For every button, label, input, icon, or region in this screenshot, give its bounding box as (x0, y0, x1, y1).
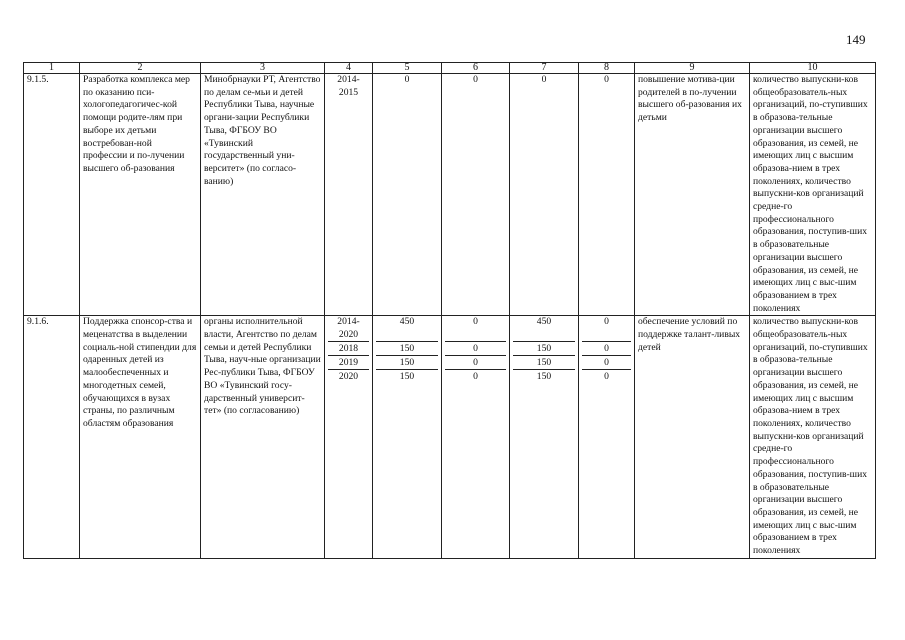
measure-cell: Разработка комплекса мер по оказанию пси-хологопедагогичес-кой помощи родите-лям при выборе их детьми востребован-ной профессии и по-лучении высшего об-разования (80, 74, 201, 316)
executors-cell: органы исполнительной власти, Агентство по делам семьи и детей Республики Тыва, науч-ные организации Рес-публики Тыва, ФГБОУ ВО «Тувинский госу-дарственный университ-тет» (по согласованию) (201, 316, 325, 558)
value-subcell: 150 (376, 369, 438, 383)
value-cell: 0 (579, 74, 635, 316)
table-row (24, 316, 876, 558)
period-subcell: 2018 (328, 341, 369, 355)
value-cell: 0 (510, 74, 579, 316)
column-header: 10 (750, 63, 876, 74)
column-number-row (24, 63, 876, 74)
value-subcell: 0 (445, 341, 506, 355)
period-cell (325, 316, 373, 558)
value-subcell: 0 (582, 355, 631, 369)
period-cell: 2014-2015 (325, 74, 373, 316)
page-number: 149 (846, 32, 866, 47)
result-cell: обеспечение условий по поддержке талант-ливых детей (635, 316, 750, 558)
period-subcell: 2019 (328, 355, 369, 369)
column-header: 5 (373, 63, 442, 74)
value-subcell: 150 (513, 341, 575, 355)
value-subcell: 0 (582, 341, 631, 355)
value-subcell: 450 (399, 316, 415, 328)
row-id: 9.1.6. (24, 316, 80, 558)
value-cell (579, 316, 635, 558)
column-header: 6 (442, 63, 510, 74)
indicator-cell: количество выпускни-ков общеобразователь-ных организаций, по-ступивших в образова-тельные организации высшего образования, из семей, не имеющих лиц с высшим образова-нием в трех поколениях, количество выпускни-ков организаций средне-го профессионального образования, поступив-ших в образовательные организации высшего образования, из семей, не имеющих лиц с выс-шим образованием в трех поколениях (750, 74, 876, 316)
executors-cell: Минобрнауки РТ, Агентство по делам се-мьи и детей Республики Тыва, научные органи-зации Республики Тыва, ФГБОУ ВО «Тувинский государственный уни-верситет» (по согласо-ванию) (201, 74, 325, 316)
indicator-cell: количество выпускни-ков общеобразователь-ных организаций, по-ступивших в образова-тельные организации высшего образования, из семей, не имеющих лиц с высшим образова-нием в трех поколениях, количество выпускни-ков организаций средне-го профессионального образования, поступив-ших в образовательные организации высшего образования, из семей, не имеющих лиц с выс-шим образованием в трех поколениях (750, 316, 876, 558)
value-cell: 0 (373, 74, 442, 316)
value-subcell: 150 (376, 355, 438, 369)
value-subcell: 0 (445, 369, 506, 383)
column-header: 8 (579, 63, 635, 74)
column-header: 7 (510, 63, 579, 74)
measure-cell: Поддержка спонсор-ства и меценатства в выделении социаль-ной стипендии для одаренных детей из малообеспеченных и многодетных семей, обучающихся в вузах страны, по различным областям образования (80, 316, 201, 558)
column-header: 1 (24, 63, 80, 74)
value-subcell: 150 (513, 355, 575, 369)
column-header: 3 (201, 63, 325, 74)
value-subcell: 0 (604, 316, 609, 328)
table-row (24, 74, 876, 316)
value-cell: 0 (442, 74, 510, 316)
value-cell (442, 316, 510, 558)
value-cell (373, 316, 442, 558)
value-subcell: 150 (376, 341, 438, 355)
value-subcell: 150 (513, 369, 575, 383)
column-header: 9 (635, 63, 750, 74)
row-id: 9.1.5. (24, 74, 80, 316)
column-header: 2 (80, 63, 201, 74)
column-header: 4 (325, 63, 373, 74)
value-subcell: 0 (473, 316, 478, 328)
program-measures-table (23, 62, 876, 559)
period-subcell: 2014-2020 (337, 316, 360, 341)
value-cell (510, 316, 579, 558)
value-subcell: 0 (445, 355, 506, 369)
period-subcell: 2020 (328, 369, 369, 383)
value-subcell: 0 (582, 369, 631, 383)
result-cell: повышение мотива-ции родителей в по-лучении высшего об-разования их детьми (635, 74, 750, 316)
value-subcell: 450 (536, 316, 552, 328)
